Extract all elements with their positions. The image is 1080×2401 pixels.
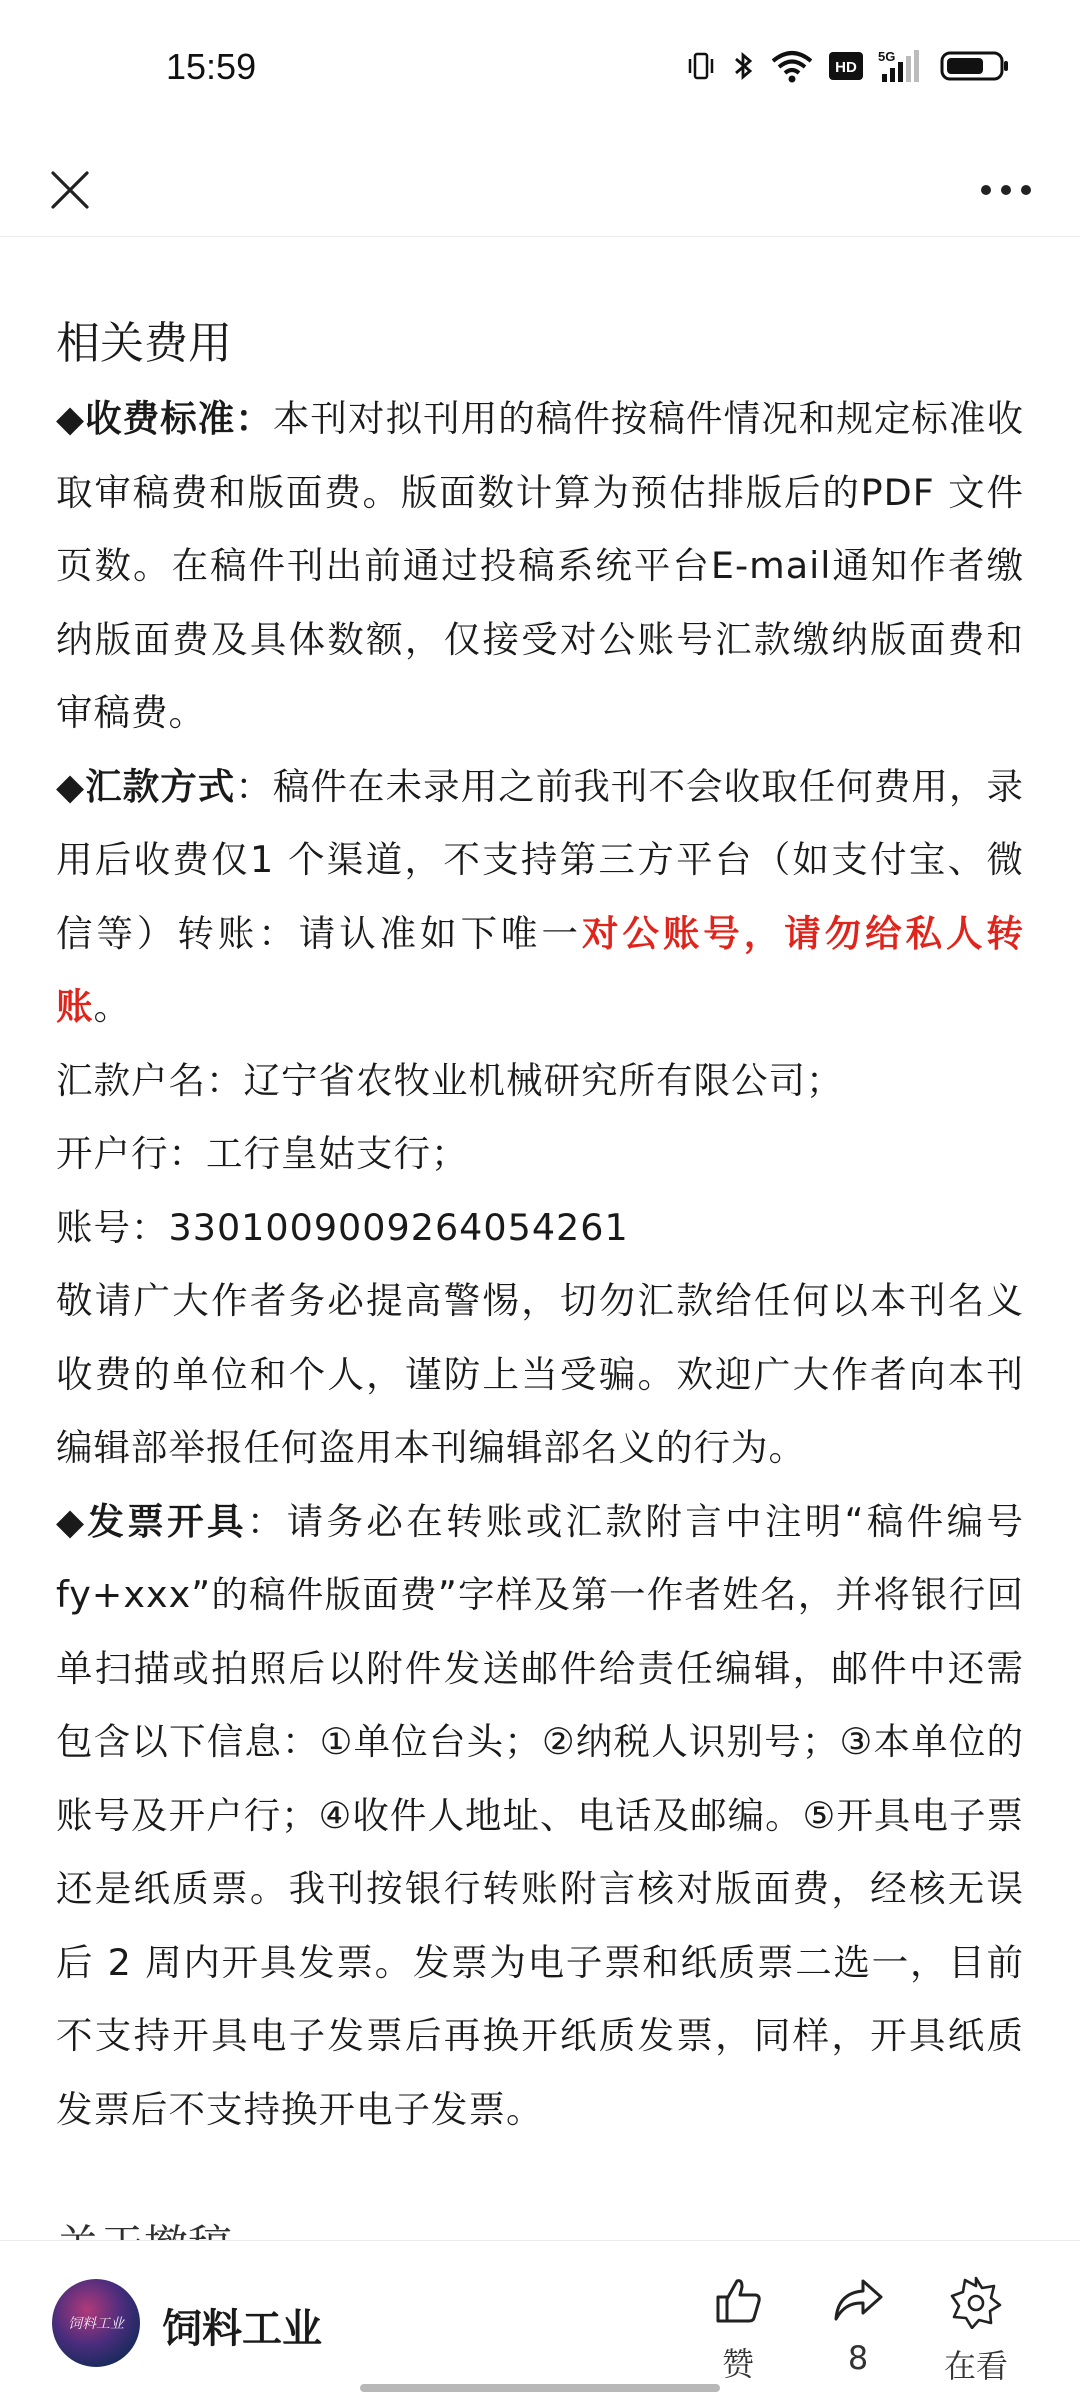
more-icon bbox=[978, 183, 1034, 197]
bluetooth-icon bbox=[732, 49, 756, 83]
like-button[interactable] bbox=[688, 2275, 788, 2385]
share-icon bbox=[831, 2275, 885, 2327]
invoice-paragraph bbox=[56, 1485, 1024, 2147]
invoice-label: ◆发票开具 bbox=[56, 1499, 247, 1543]
svg-text:5G: 5G bbox=[878, 49, 896, 64]
more-button[interactable] bbox=[956, 150, 1056, 230]
fee-standard-paragraph bbox=[56, 382, 1024, 750]
payment-warning-highlight: 对公账号，请勿给私人转账 bbox=[56, 911, 1025, 1028]
account-name[interactable]: 饲料工业 bbox=[162, 2306, 322, 2352]
account-number-line: 账号：3301009009264054261 bbox=[56, 1205, 629, 1249]
share-button[interactable] bbox=[808, 2275, 908, 2377]
close-icon bbox=[48, 168, 92, 212]
status-bar bbox=[0, 0, 1080, 140]
status-time: 15:59 bbox=[166, 46, 257, 87]
article-content bbox=[56, 300, 1024, 2146]
fee-standard-text: 本刊对拟刊用的稿件按稿件情况和规定标准收取审稿费和版面费。版面数计算为预估排版后的PDF 文件页数。在稿件刊出前通过投稿系统平台E-mail通知作者缴纳版面费及具体数额，仅接受对公账号汇款缴纳版面费和审稿费。 bbox=[56, 397, 1025, 734]
share-count: 8 bbox=[847, 2339, 869, 2377]
wow-icon bbox=[949, 2275, 1003, 2329]
account-name-line: 汇款户名：辽宁省农牧业机械研究所有限公司； bbox=[56, 1058, 844, 1102]
fraud-warning-paragraph: 敬请广大作者务必提高警惕，切勿汇款给任何以本刊名义收费的单位和个人，谨防上当受骗。欢迎广大作者向本刊编辑部举报任何盗用本刊编辑部名义的行为。 bbox=[56, 1279, 1024, 1469]
thumbs-up-icon bbox=[712, 2275, 764, 2327]
payment-method-end: 。 bbox=[93, 985, 131, 1028]
fee-standard-colon: ： bbox=[235, 397, 273, 440]
payment-method-label: ◆汇款方式 bbox=[56, 764, 236, 808]
section-title: 相关费用 bbox=[56, 318, 232, 369]
wow-label: 在看 bbox=[943, 2347, 1008, 2385]
invoice-colon: ： bbox=[246, 1499, 287, 1543]
close-button[interactable] bbox=[30, 150, 110, 230]
payment-method-colon: ： bbox=[235, 764, 273, 808]
wifi-icon bbox=[770, 49, 814, 83]
status-icons bbox=[684, 48, 1010, 84]
battery-icon bbox=[940, 49, 1010, 83]
hd-icon bbox=[828, 51, 864, 81]
avatar-text: 饲料工业 bbox=[68, 2316, 124, 2332]
signal-5g-icon bbox=[878, 48, 926, 84]
invoice-text: 请务必在转账或汇款附言中注明“稿件编号fy+xxx”的稿件版面费”字样及第一作者姓名，并将银行回单扫描或拍照后以附件发送邮件给责任编辑，邮件中还需包含以下信息：①单位台头；②纳税人识别号；③本单位的账号及开户行；④收件人地址、电话及邮编。⑤开具电子票还是纸质票。我刊按银行转账附言核对版面费，经核无误后 2 周内开具发票。发票为电子票和纸质票二选一，目前不支持开具电子发票后再换开纸质发票，同样，开具纸质发票后不支持换开电子发票。 bbox=[56, 1499, 1024, 2131]
payment-method-text: 稿件在未录用之前我刊不会收取任何费用，录用后收费仅1 个渠道，不支持第三方平台（如支付宝、微信等）转账：请认准如下唯一 bbox=[56, 764, 1025, 955]
payment-method-paragraph bbox=[56, 750, 1024, 1044]
bank-line: 开户行：工行皇姑支行； bbox=[56, 1132, 469, 1175]
fee-standard-label: ◆收费标准 bbox=[56, 397, 236, 440]
bottom-bar bbox=[0, 2240, 1080, 2401]
account-avatar[interactable] bbox=[52, 2279, 140, 2367]
vibrate-icon bbox=[684, 49, 718, 83]
svg-text:HD: HD bbox=[835, 59, 857, 76]
wow-button[interactable] bbox=[926, 2275, 1026, 2387]
like-label: 赞 bbox=[721, 2345, 754, 2383]
nav-bar bbox=[0, 140, 1080, 237]
home-indicator[interactable] bbox=[360, 2384, 720, 2392]
